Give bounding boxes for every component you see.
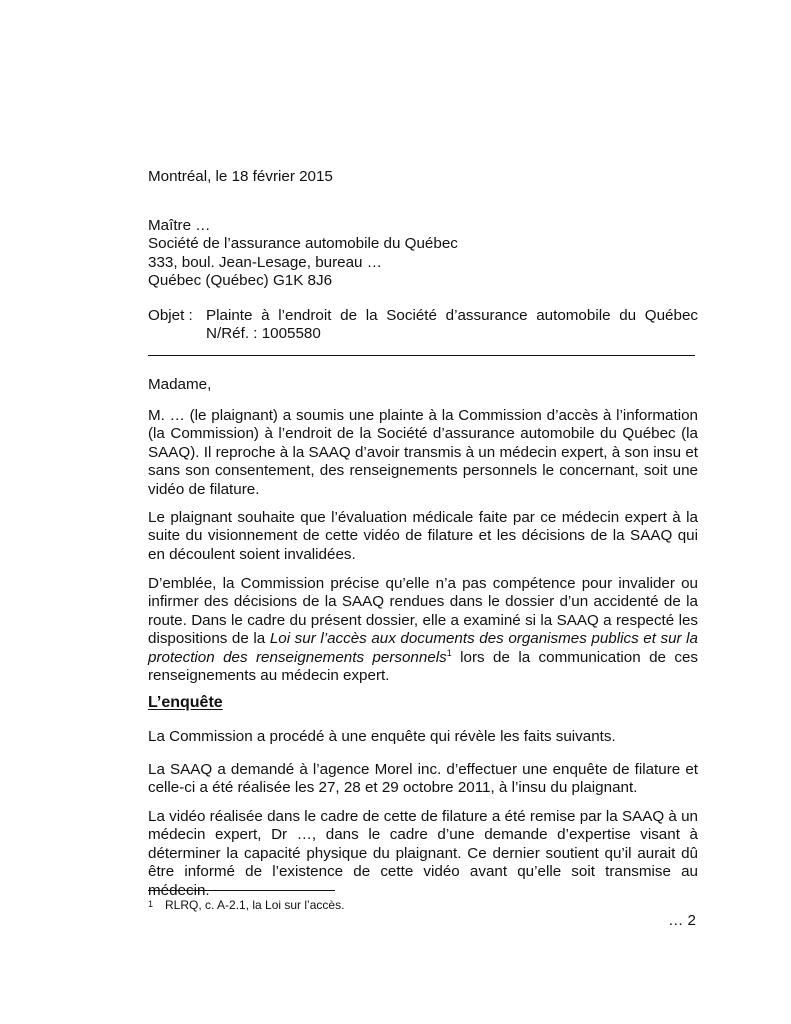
footnote-reference: 1 — [446, 647, 452, 658]
date-line — [148, 168, 698, 186]
subject-label: Objet : — [148, 307, 193, 324]
recipient-address — [148, 217, 698, 291]
address-line-2: Société de l’assurance automobile du Québec — [148, 235, 458, 253]
paragraph-complaint: M. … (le plaignant) a soumis une plainte à la Commission d’accès à l’information (la Commission) à l’endroit de la Société d’assurance automobile du Québec (la SAAQ). Il reproche à la SAAQ d’avoir transmis à un médecin expert, à son insu et sans son consentement, des renseignements personnels le concernant, soit une vidéo de filature. — [148, 407, 698, 498]
jurisdiction-text-start: D’emblée, la Commission précise qu’elle n’a pas compétence pour invalider ou infirmer des décisions de la SAAQ rendues dans le dossier d’un accidenté de la route. Dans le cadre du présent dossier, elle a examiné si la SAAQ a respecté les dispositions de la — [148, 575, 698, 648]
subject-title: Plainte à l’endroit de la Société d’assurance automobile du Québec — [206, 307, 698, 324]
footnote-number: 1 — [148, 899, 154, 909]
salutation-text: Madame, — [148, 376, 212, 393]
paragraph-jurisdiction — [148, 575, 698, 685]
salutation — [148, 376, 698, 394]
paragraph-request: Le plaignant souhaite que l’évaluation médicale faite par ce médecin expert à la suite du visionnement de cette vidéo de filature et les décisions de la SAAQ qui en découlent soient invalidées. — [148, 509, 698, 563]
address-line-1: Maître … — [148, 217, 211, 234]
section-heading-enquete: L’enquête — [148, 694, 223, 711]
jurisdiction-text-end: lors de la communication de ces renseignements au médecin expert. — [148, 648, 698, 685]
page-continuation-marker: … 2 — [668, 912, 696, 929]
paragraph-investigation: La Commission a procédé à une enquête qui révèle les faits suivants. — [148, 728, 616, 745]
footnote-text: RLRQ, c. A-2.1, la Loi sur l’accès. — [165, 898, 345, 912]
address-line-4: Québec (Québec) G1K 8J6 — [148, 272, 333, 290]
subject-content — [206, 307, 698, 344]
separator-rule — [148, 355, 695, 356]
subject-reference: N/Réf. : 1005580 — [206, 325, 321, 343]
address-line-3: 333, boul. Jean-Lesage, bureau … — [148, 253, 382, 271]
date-text: Montréal, le 18 février 2015 — [148, 168, 333, 185]
paragraph-video: La vidéo réalisée dans le cadre de cette de filature a été remise par la SAAQ à un médecin expert, Dr …, dans le cadre d’une demande d’expertise visant à déterminer la capacité physique du plaignant. Ce dernier soutient qu’il aurait dû être informé de l’existence de cette vidéo avant qu’elle soit transmise au médecin. — [148, 808, 698, 899]
paragraph-surveillance: La SAAQ a demandé à l’agence Morel inc. d’effectuer une enquête de filature et celle-ci a été réalisée les 27, 28 et 29 octobre 2011, à l’insu du plaignant. — [148, 761, 698, 797]
footnote-separator — [148, 890, 335, 891]
law-title: Loi sur l’accès aux documents des organismes publics et sur la protection des renseignements personnels — [148, 630, 698, 666]
